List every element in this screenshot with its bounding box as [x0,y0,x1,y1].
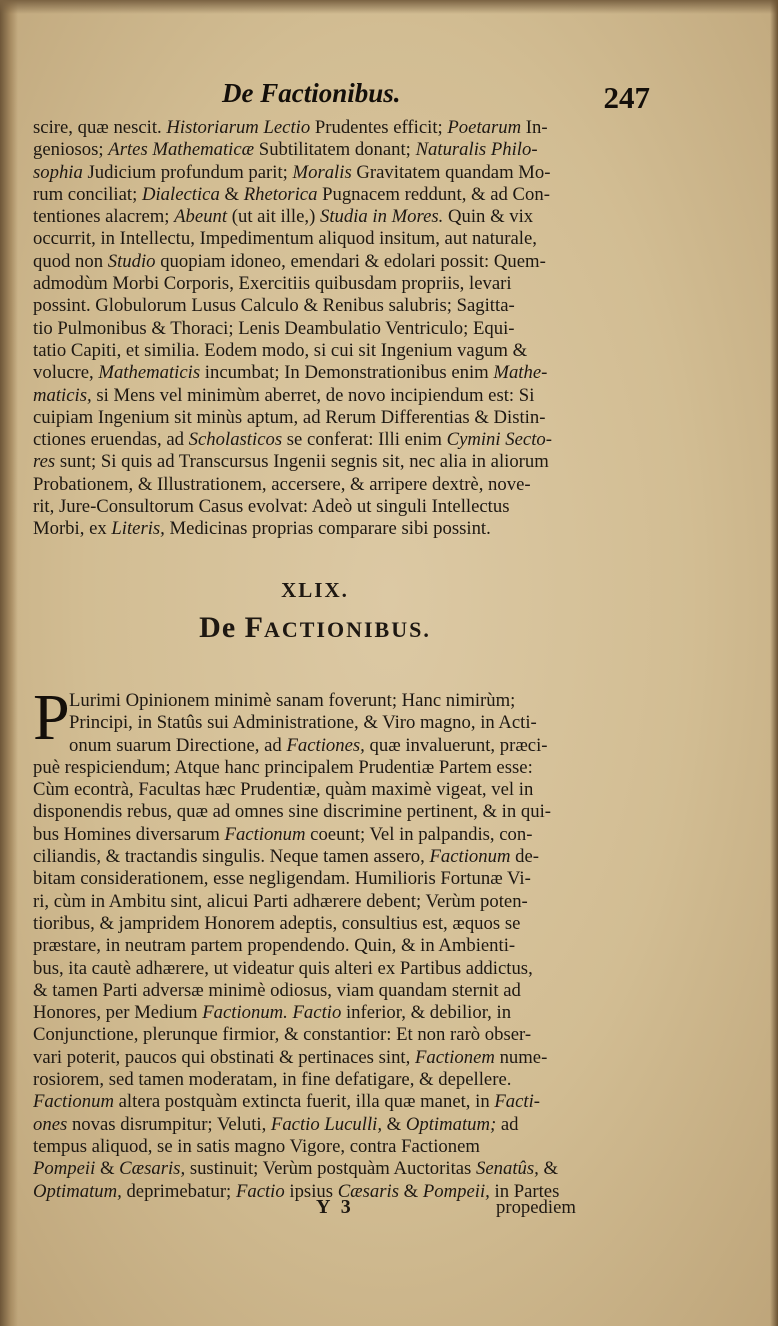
text-run: tatio Capiti, et similia. Eodem modo, si cui sit Ingenium vagum & [33,339,528,361]
text-run: Lurimi Opinionem minimè sanam foverunt; Hanc nimirùm; [69,690,516,711]
italic-text: Factionum. [202,1002,288,1024]
text-run: occurrit, in Intellectu, Impedimentum aliquod insitum, aut naturale, [33,228,537,250]
text-line [33,801,589,823]
text-line [33,846,589,868]
catchword: propediem [496,1197,576,1218]
running-head-title: De Factionibus. [222,78,401,108]
text-line [33,295,589,317]
italic-text: sophia [33,161,83,183]
text-run: disponendis rebus, quæ ad omnes sine discrimine pertinent, & in qui- [33,801,551,823]
text-line [33,980,589,1002]
italic-text: Poetarum [447,117,522,138]
text-run: cuipiam Ingenium sit minùs aptum, ad Rerum Differentias & Distin- [33,406,546,428]
text-run: Subtilitatem donant; [254,139,416,161]
text-run: Honores, per Medium [33,1002,203,1024]
text-run: possint. Globulorum Lusus Calculo & Renibus salubris; Sagitta- [33,295,515,317]
text-run: Prudentes efficit; [310,117,448,138]
text-run: de- [510,846,540,868]
italic-text: Literis, [111,518,165,540]
italic-text: Optimatum; [405,1113,497,1135]
text-run: puè respiciendum; Atque hanc principalem Prudentiæ Partem esse: [33,756,533,778]
italic-text: Cæsaris, [119,1158,186,1180]
text-line [33,184,589,206]
italic-text: Historiarum Lectio [166,117,311,138]
text-run: ipsius [284,1180,338,1202]
text-run: & [382,1113,406,1135]
text-run: & [538,1158,559,1180]
text-run: bus, ita cautè adhærere, ut videatur quis alteri ex Partibus addictus, [33,957,533,979]
page-edge-right [770,0,778,1326]
section-title-first: De F [199,611,264,644]
text-line [33,1091,589,1113]
italic-text: Studia in Mores. [319,206,444,228]
text-run: Conjunctione, plerunque firmior, & constantior: Et non rarò obser- [33,1024,532,1046]
text-run: Probationem, & Illustrationem, accersere, & arripere dextrè, nove- [33,473,531,495]
text-line [33,779,589,801]
italic-text: Factio [235,1180,285,1202]
drop-capital: P [33,681,70,754]
text-run: sustinuit; Verùm postquàm Auctoritas [185,1158,476,1180]
italic-text: Optimatum, [33,1180,122,1202]
text-run: scire, quæ nescit. [33,117,167,138]
text-run: Quin & vix [443,206,534,228]
text-run: Pugnacem reddunt, & ad Con- [317,183,550,205]
page-edge-top [0,0,778,14]
italic-text: maticis, [33,384,92,406]
text-run: & [219,183,244,205]
text-run: Cùm econtrà, Facultas hæc Prudentiæ, quàm maximè vigeat, vel in [33,779,534,801]
text-line [33,318,589,340]
text-line [33,273,589,295]
italic-text: Senatûs, [476,1158,539,1180]
text-line [33,518,589,540]
section-title-rest: ACTIONIBUS. [263,617,431,642]
text-line [33,824,589,846]
text-line [33,162,589,184]
text-run: incumbat; In Demonstrationibus enim [200,362,494,384]
text-run: admodùm Morbi Corporis, Exercitiis quibusdam propriis, levari [33,273,512,295]
italic-text: Facti- [494,1091,541,1113]
italic-text: Cæsaris [337,1180,399,1202]
italic-text: Scholasticos [188,429,283,451]
text-run: rum conciliat; [33,183,142,205]
text-run: ad [496,1113,519,1135]
text-line [33,117,589,139]
text-run: altera postquàm extincta fuerit, illa quæ manet, in [113,1091,495,1113]
italic-text: Naturalis Philo- [415,139,538,161]
text-line [33,139,589,161]
text-line [33,757,589,779]
text-line [33,958,589,980]
signature-mark: Y 3 [316,1196,354,1218]
text-line [33,429,589,451]
text-run: Morbi, ex [33,518,112,540]
text-line [33,1047,589,1069]
text-run: si Mens vel minimùm aberret, de novo incipiendum est: Si [91,384,535,406]
text-run: tempus aliquod, se in satis magno Vigore, contra Factionem [33,1135,480,1157]
page-edge-left [0,0,18,1326]
text-run: tioribus, & jampridem Honorem adeptis, consultius est, æquos se [33,912,521,934]
text-run: præstare, in neutram partem propendendo. Quin, & in Ambienti- [33,935,516,957]
text-line [33,913,589,935]
text-line [33,206,589,228]
text-run: onum suarum Directione, ad [69,734,287,756]
text-run: tio Pulmonibus & Thoraci; Lenis Deambulatio Ventriculo; Equi- [33,317,515,339]
text-line [33,228,589,250]
paragraph-1 [33,117,589,541]
text-line [33,935,589,957]
italic-text: Cymini Secto- [446,429,552,451]
italic-text: Dialectica [141,183,220,205]
text-line [33,474,589,496]
page-number: 247 [603,80,650,115]
italic-text: Factio Luculli, [270,1113,382,1135]
section-title [0,611,630,645]
text-run: Medicinas proprias comparare sibi possint. [164,518,491,540]
text-run: Judicium profundum parit; [82,161,293,183]
italic-text: Artes Mathematicæ [108,139,255,161]
text-run: Gravitatem quandam Mo- [351,161,551,183]
text-line [33,1069,589,1091]
text-line [33,1002,589,1024]
text-run: In- [521,117,548,138]
italic-text: Factionum [429,846,511,868]
italic-text: ones [33,1113,68,1135]
text-line [33,690,589,712]
text-run: sunt; Si quis ad Transcursus Ingenii segnis sit, nec alia in aliorum [55,451,549,473]
section-numeral: XLIX. [281,578,349,602]
text-run: geniosos; [33,139,109,161]
text-run: & tamen Parti adversæ minimè odiosus, viam quandam sternit ad [33,979,521,1001]
italic-text: Pompeii, [422,1180,490,1202]
paragraph-2 [33,681,589,1203]
italic-text: Rhetorica [243,183,318,205]
text-run: bus Homines diversarum [33,823,225,845]
italic-text: Factionem [414,1046,495,1068]
text-line [33,1024,589,1046]
text-run: in Partes [489,1180,560,1202]
text-line [33,407,589,429]
text-run: ctiones eruendas, ad [33,429,189,451]
text-line [33,1114,589,1136]
text-run: & [95,1158,120,1180]
text-line [33,496,589,518]
text-run: & [398,1180,423,1202]
text-run: quopiam idoneo, emendari & edolari possit: Quem- [155,250,546,272]
text-run: inferior, & debilior, in [341,1002,512,1024]
text-line [33,340,589,362]
italic-text: Factionum [224,823,306,845]
text-run: ciliandis, & tractandis singulis. Neque tamen assero, [33,846,430,868]
text-run: nume- [494,1046,548,1068]
text-run: novas disrumpitur; Veluti, [67,1113,271,1135]
italic-text: Studio [107,250,156,272]
text-run: rosiorem, sed tamen moderatam, in fine defatigare, & depellere. [33,1069,512,1091]
text-line [33,712,589,734]
italic-text: Moralis [292,161,352,183]
italic-text: Mathe- [493,362,548,384]
text-line [33,868,589,890]
running-head [0,78,778,118]
text-run: deprimebatur; [121,1180,236,1202]
text-run: bitam considerationem, esse negligendam. Humilioris Fortunæ Vi- [33,868,531,890]
italic-text: Abeunt [174,206,228,228]
text-line [33,891,589,913]
text-line [33,385,589,407]
text-run: volucre, [33,362,99,384]
text-line [33,1158,589,1180]
italic-text: Factiones, [286,734,365,756]
text-line [33,1136,589,1158]
italic-text: Pompeii [33,1158,96,1180]
text-line [33,251,589,273]
text-run: quæ invaluerunt, præci- [364,734,548,756]
italic-text: res [33,451,56,473]
text-line [33,735,589,757]
text-run: ri, cùm in Ambitu sint, alicui Parti adhærere debent; Verùm poten- [33,890,528,912]
text-run: rit, Jure-Consultorum Casus evolvat: Adeò ut singuli Intellectus [33,496,510,518]
italic-text: Mathematicis [98,362,201,384]
italic-text: Factio [292,1002,342,1024]
text-run: tentiones alacrem; [33,206,175,228]
text-run: se conferat: Illi enim [282,429,447,451]
text-line [33,362,589,384]
text-run: vari poterit, paucos qui obstinati & pertinaces sint, [33,1046,415,1068]
text-run: Principi, in Statûs sui Administratione, & Viro magno, in Acti- [69,712,537,734]
text-run: (ut ait ille,) [227,206,320,228]
italic-text: Factionum [33,1091,114,1113]
text-run: coeunt; Vel in palpandis, con- [305,823,533,845]
text-run: quod non [33,250,108,272]
text-line [33,451,589,473]
